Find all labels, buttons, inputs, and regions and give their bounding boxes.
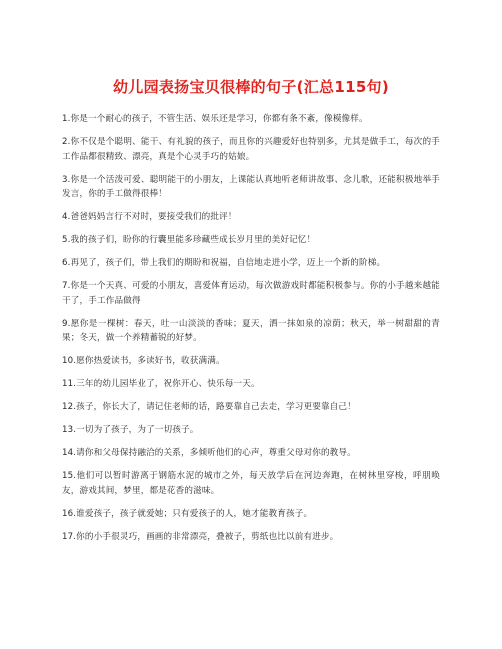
- list-item: 2.你不仅是个聪明、能干、有礼貌的孩子，而且你的兴趣爱好也特别多，尤其是做手工，每次的手工作品都很精致、漂亮，真是个心灵手巧的姑娘。: [62, 137, 440, 162]
- list-item: 15.他们可以暂时游离于钢筋水泥的城市之外，每天放学后在河边奔跑，在树林里穿梭，呼朋唤友，游戏其间，梦里，都是花香的滋味。: [62, 471, 440, 496]
- list-item: 9.愿你是一棵树：春天，吐一山淡淡的香味；夏天，洒一抹如泉的凉荫；秋天，举一树甜甜的青果；冬天，做一个养精蓄锐的好梦。: [62, 318, 440, 343]
- list-item: 3.你是一个活泼可爱、聪明能干的小朋友，上课能认真地听老师讲故事、念儿歌，还能积极地举手发言，你的手工做得很棒！: [62, 174, 440, 199]
- list-item: 6.再见了，孩子们，带上我们的期盼和祝福，自信地走进小学，迈上一个新的阶梯。: [62, 258, 386, 268]
- list-item: 1.你是一个耐心的孩子，不管生活、娱乐还是学习，你都有条不紊，像模像样。: [62, 114, 368, 124]
- list-item: 11.三年的幼儿园毕业了，祝你开心、快乐每一天。: [62, 379, 260, 389]
- list-item: 12.孩子，你长大了，请记住老师的话，路要靠自己去走，学习更要靠自己！: [62, 402, 356, 412]
- list-item: 17.你的小手很灵巧，画画的非常漂亮，叠被子，剪纸也比以前有进步。: [62, 531, 339, 542]
- list-item: 10.愿你热爱读书，多读好书，收获满满。: [62, 356, 225, 366]
- list-item: 7.你是一个天真、可爱的小朋友，喜爱体育运动，每次做游戏时都能积极参与。你的小手越来越能干了，手工作品做得: [62, 281, 440, 306]
- sentence-list: [62, 112, 440, 544]
- list-item: 13.一切为了孩子，为了一切孩子。: [62, 425, 199, 435]
- list-item: 14.请你和父母保持融洽的关系，多倾听他们的心声，尊重父母对你的教导。: [62, 448, 356, 458]
- document-title: 幼儿园表扬宝贝很棒的句子(汇总115句): [112, 78, 390, 96]
- list-item: 5.我的孩子们，盼你的行囊里能多珍藏些成长岁月里的美好记忆！: [62, 235, 316, 245]
- list-item: 16.谁爱孩子，孩子就爱她；只有爱孩子的人，她才能教育孩子。: [62, 508, 313, 519]
- list-item: 4.爸爸妈妈言行不对时，要接受我们的批评！: [62, 212, 237, 222]
